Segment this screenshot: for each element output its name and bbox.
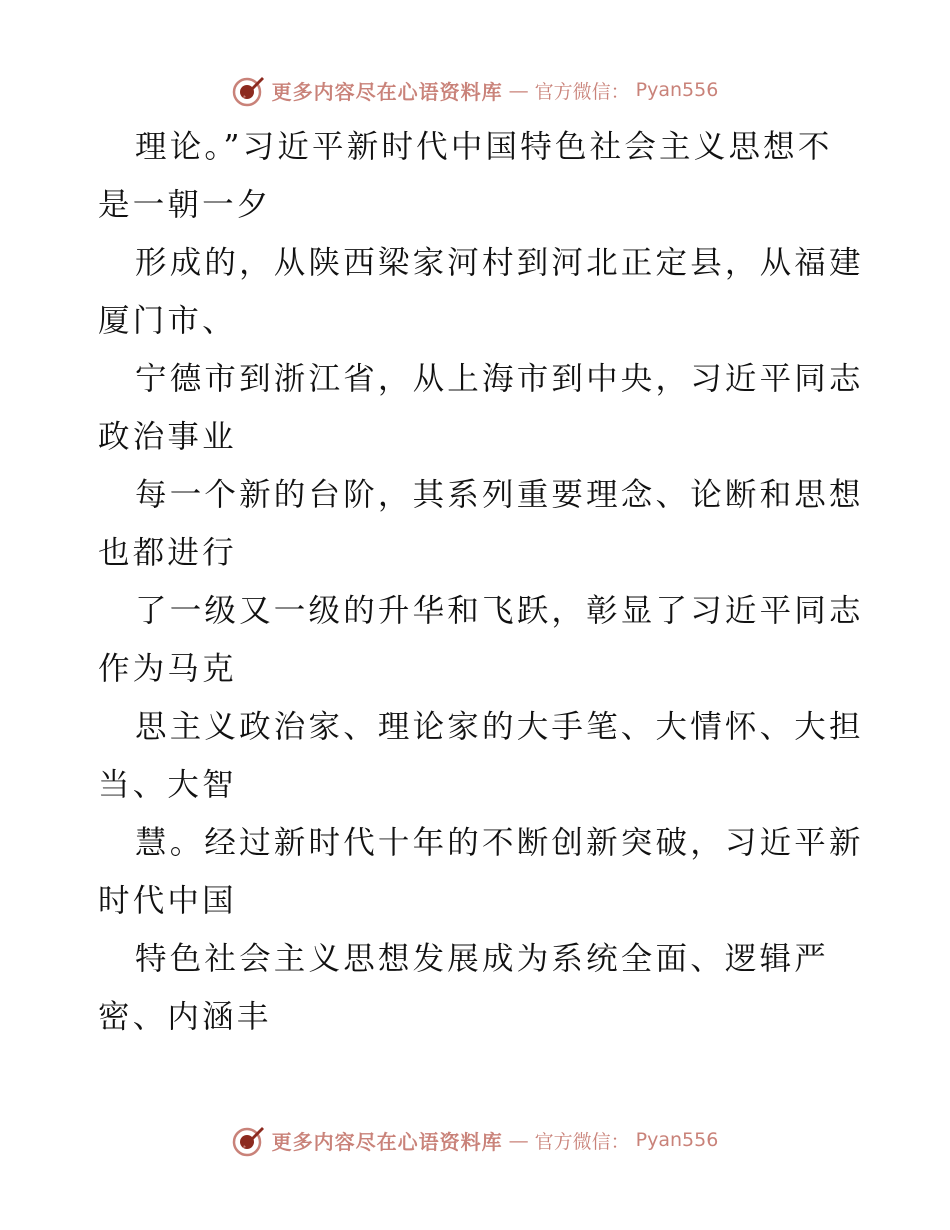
- footer-watermark: [0, 1120, 950, 1160]
- paragraph: [98, 118, 858, 234]
- paragraph-line: 是一朝一夕: [98, 187, 272, 223]
- header-watermark: [0, 70, 950, 110]
- footer-wechat-id: Pyan556: [635, 1129, 719, 1151]
- paragraph-line: 时代中国: [98, 883, 237, 919]
- paragraph-line: 形成的，从陕西梁家河村到河北正定县，从福建: [135, 245, 864, 281]
- paragraph: [98, 350, 864, 466]
- paragraph: [98, 930, 858, 1046]
- paragraph-line: 宁德市到浙江省，从上海市到中央，习近平同志: [135, 361, 864, 397]
- paragraph-line: 也都进行: [98, 535, 237, 571]
- paragraph-line: 思主义政治家、理论家的大手笔、大情怀、大担: [135, 709, 864, 745]
- paragraph-line: 密、内涵丰: [98, 999, 272, 1035]
- paragraph-line: 厦门市、: [98, 303, 237, 339]
- header-separator: —: [508, 78, 529, 102]
- paragraph: [98, 466, 864, 582]
- paragraph-line: 了一级又一级的升华和飞跃，彰显了习近平同志: [135, 593, 864, 629]
- header-wechat-id: Pyan556: [635, 79, 719, 101]
- paragraph-line: 当、大智: [98, 767, 237, 803]
- document-body: [98, 118, 864, 1046]
- paragraph-line: 慧。经过新时代十年的不断创新突破，习近平新: [135, 825, 864, 861]
- paragraph: [98, 814, 864, 930]
- footer-site-name: 更多内容尽在心语资料库: [271, 1129, 503, 1154]
- header-site-name: 更多内容尽在心语资料库: [271, 79, 503, 104]
- pen-logo-icon: [232, 1123, 266, 1157]
- paragraph: [98, 698, 864, 814]
- footer-wechat-label: 官方微信：: [534, 1130, 630, 1153]
- paragraph-line: 政治事业: [98, 419, 237, 455]
- paragraph: [98, 234, 864, 350]
- paragraph-line: 理论。”习近平新时代中国特色社会主义思想不: [135, 129, 833, 165]
- footer-separator: —: [508, 1128, 529, 1152]
- paragraph: [98, 582, 864, 698]
- header-wechat-label: 官方微信：: [534, 80, 630, 103]
- paragraph-line: 作为马克: [98, 651, 237, 687]
- pen-logo-icon: [232, 73, 266, 107]
- paragraph-line: 特色社会主义思想发展成为系统全面、逻辑严: [135, 941, 830, 977]
- paragraph-line: 每一个新的台阶，其系列重要理念、论断和思想: [135, 477, 864, 513]
